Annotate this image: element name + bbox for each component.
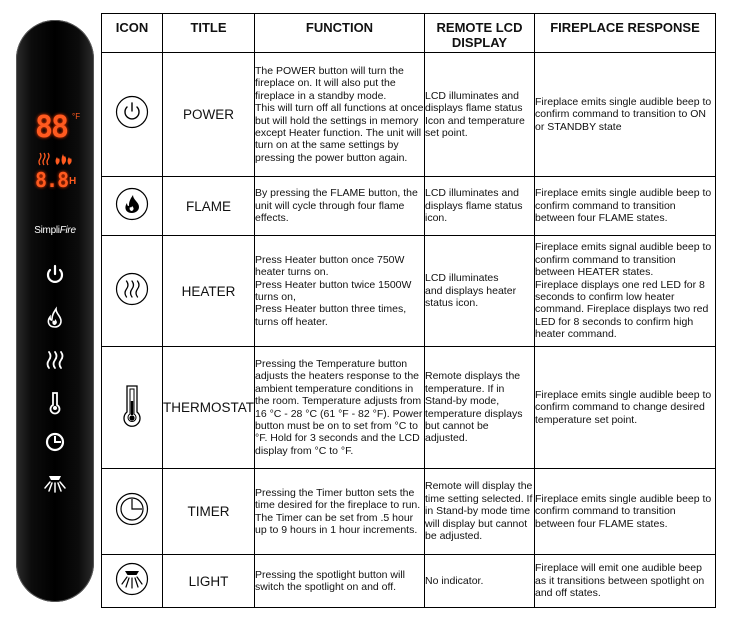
- lcd-temperature: 88: [35, 110, 68, 145]
- lcd-heat-flame-icons: [37, 152, 77, 166]
- row-fireplace-response: Fireplace emits single audible beep to confirm command to change desired temperature set point.: [535, 347, 716, 469]
- row-function: Pressing the spotlight button will switch the spotlight on and off.: [255, 555, 425, 608]
- row-function: By pressing the FLAME button, the unit will cycle through four flame effects.: [255, 177, 425, 236]
- remote-thermostat-button[interactable]: [42, 389, 68, 415]
- row-title: THERMOSTAT: [163, 347, 255, 469]
- row-fireplace-response: Fireplace will emit one audible beep as it transitions between spotlight on and off states.: [535, 555, 716, 608]
- header-function: FUNCTION: [255, 14, 425, 53]
- row-fireplace-response: Fireplace emits signal audible beep to confirm command to transition between HEATER states. Fireplace displays one red LED for 8 seconds to confirm low heater command. Fireplace displays two red LED for 8 seconds to confirm high heater command.: [535, 236, 716, 347]
- row-lcd-display: LCD illuminates and displays flame status icon.: [425, 177, 535, 236]
- power-icon: [42, 262, 68, 288]
- remote-control: [16, 20, 94, 602]
- remote-lcd-display: [35, 110, 81, 200]
- row-function: Press Heater button once 750W heater turns on. Press Heater button twice 1500W turns on, Press Heater button three times, turns off heater.: [255, 236, 425, 347]
- header-fireplace-response: FIREPLACE RESPONSE: [535, 14, 716, 53]
- lcd-timer: 8.8: [35, 168, 69, 192]
- brand-logo: [21, 225, 89, 236]
- row-title: HEATER: [163, 236, 255, 347]
- header-title: TITLE: [163, 14, 255, 53]
- row-function: The POWER button will turn the fireplace on. It will also put the fireplace in a standby mode. This will turn off all functions at once but will hold the settings in memory except Heater function. The unit will turn on at the same settings by pressing the power button again.: [255, 53, 425, 177]
- row-title: POWER: [163, 53, 255, 177]
- brand-prefix: Simpli: [34, 225, 60, 236]
- icon-cell: [102, 347, 163, 469]
- table-row: [102, 53, 716, 177]
- row-lcd-display: Remote will display the time setting selected. If in Stand-by mode time will display but cannot be adjusted.: [425, 469, 535, 555]
- table-row: [102, 347, 716, 469]
- heater-icon: [115, 272, 149, 306]
- icon-cell: [102, 469, 163, 555]
- lcd-timer-unit: H: [69, 176, 77, 187]
- row-lcd-display: Remote displays the temperature. If in Stand-by mode, temperature displays but cannot be adjusted.: [425, 347, 535, 469]
- header-remote-lcd-display: REMOTE LCD DISPLAY: [425, 14, 535, 53]
- header-icon: ICON: [102, 14, 163, 53]
- heater-icon: [42, 347, 68, 373]
- remote-timer-button[interactable]: [42, 429, 68, 455]
- row-title: LIGHT: [163, 555, 255, 608]
- row-fireplace-response: Fireplace emits single audible beep to confirm command to transition to ON or STANDBY state: [535, 53, 716, 177]
- remote-heater-button[interactable]: [42, 347, 68, 373]
- table-header-row: [102, 14, 716, 53]
- spotlight-icon: [115, 562, 149, 596]
- row-lcd-display: LCD illuminates and displays heater status icon.: [425, 236, 535, 347]
- power-icon: [115, 95, 149, 129]
- row-lcd-display: No indicator.: [425, 555, 535, 608]
- table-row: [102, 469, 716, 555]
- thermometer-icon: [42, 389, 68, 415]
- icon-cell: [102, 555, 163, 608]
- button-function-table: [101, 13, 716, 608]
- icon-cell: [102, 53, 163, 177]
- table-row: [102, 236, 716, 347]
- row-function: Pressing the Temperature button adjusts the heaters response to the ambient temperature conditions in the room. Temperature adjusts from 16 °C - 28 °C (61 °F - 82 °F). Power button must be on to set from °C to °F. Hold for 3 seconds and the LCD display from °C to °F.: [255, 347, 425, 469]
- timer-icon: [42, 429, 68, 455]
- lcd-temperature-unit: °F: [72, 112, 81, 121]
- remote-power-button[interactable]: [42, 262, 68, 288]
- timer-icon: [115, 492, 149, 526]
- flame-icon: [115, 187, 149, 221]
- remote-light-button[interactable]: [42, 470, 68, 496]
- row-lcd-display: LCD illuminates and displays flame status Icon and temperature set point.: [425, 53, 535, 177]
- row-function: Pressing the Timer button sets the time desired for the fireplace to run. The Timer can be set from .5 hour up to 9 hours in 1 hour increments.: [255, 469, 425, 555]
- row-fireplace-response: Fireplace emits single audible beep to confirm command to transition between four FLAME states.: [535, 177, 716, 236]
- table-row: [102, 177, 716, 236]
- icon-cell: [102, 236, 163, 347]
- remote-flame-button[interactable]: [42, 305, 68, 331]
- row-title: TIMER: [163, 469, 255, 555]
- brand-suffix: Fire: [59, 225, 76, 236]
- row-fireplace-response: Fireplace emits single audible beep to confirm command to transition between four FLAME states.: [535, 469, 716, 555]
- flame-icon: [42, 305, 68, 331]
- thermometer-icon: [117, 383, 147, 427]
- table-row: [102, 555, 716, 608]
- row-title: FLAME: [163, 177, 255, 236]
- spotlight-icon: [42, 470, 68, 496]
- icon-cell: [102, 177, 163, 236]
